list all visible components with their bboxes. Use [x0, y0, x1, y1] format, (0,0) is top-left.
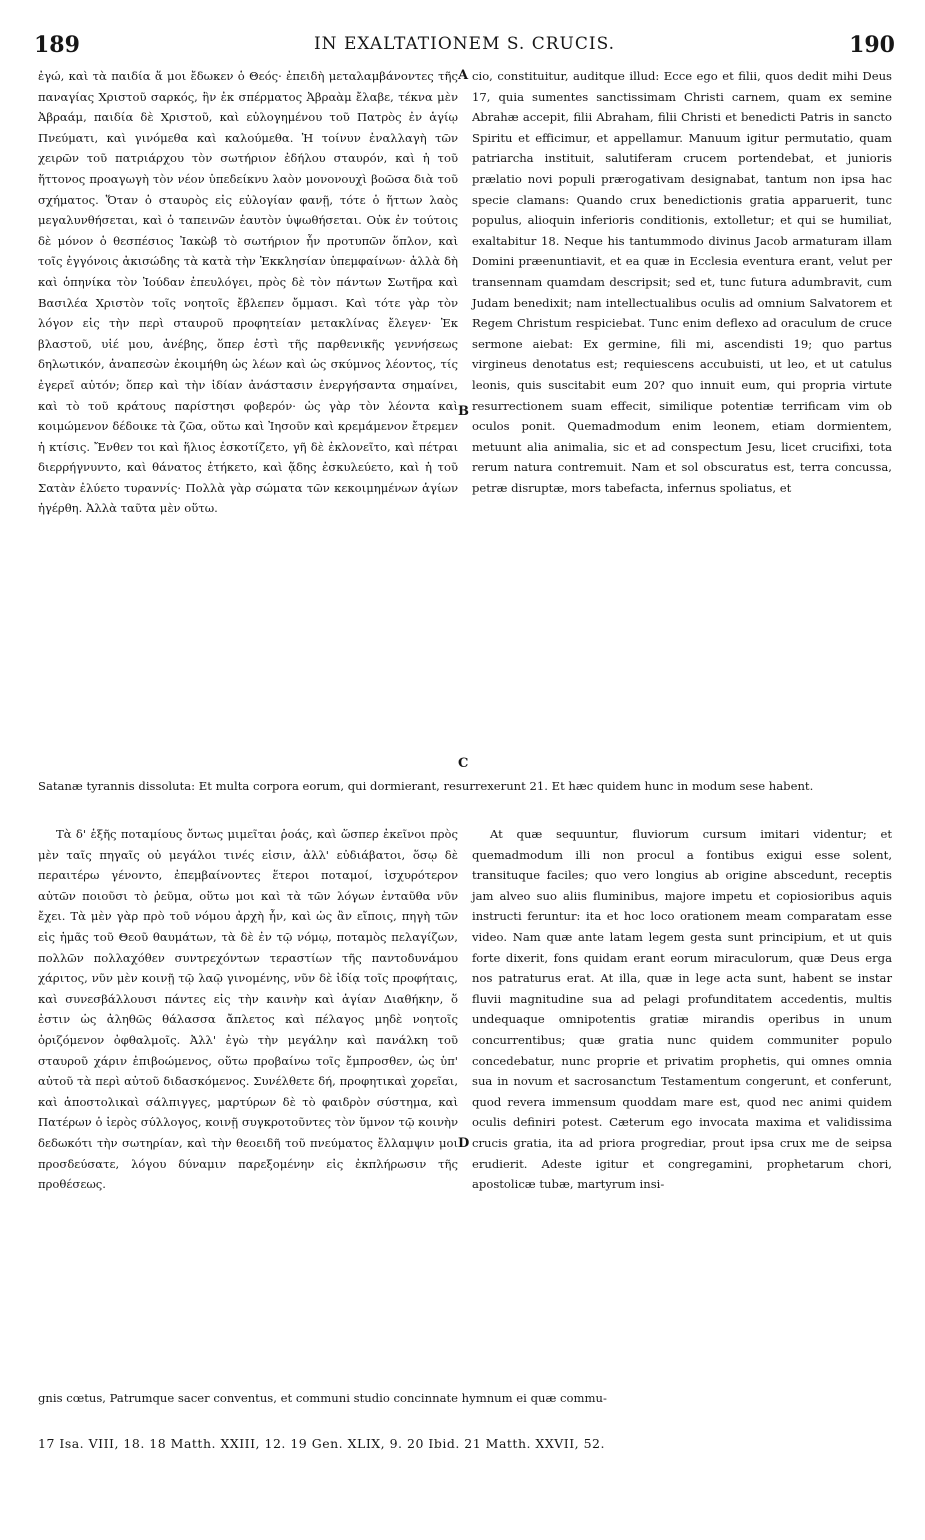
running-title: IN EXALTATIONEM S. CRUCIS. [313, 34, 616, 54]
footnotes: 17 Isa. VIII, 18. 18 Matth. XXIII, 12. 19 Gen. XLIX, 9. 20 Ibid. 21 Matth. XXVII, 52. [38, 1436, 605, 1451]
page-number-right: 190 [849, 32, 895, 58]
greek-paragraph: ἐγώ, καὶ τὰ παιδία ἅ μοι ἔδωκεν ὁ Θεός· ἐπειδὴ μεταλαμβάνοντες τῆς παναγίας Χριστοῦ σαρκός, ἣν ἐκ σπέρματος Ἀβραὰμ ἔλαβε, τέκνα μὲν Ἀβραάμ, παιδία δὲ Χριστοῦ, καὶ εὐλογημένου τοῦ Πατρὸς ἐν ἁγίῳ Πνεύματι, καὶ γινόμεθα καὶ καλούμεθα. Ἡ τοίνυν ἐναλλαγὴ τῶν χειρῶν τοῦ πατριάρχου τὸν σωτήριον ἐδήλου σταυρόν, καὶ ἡ τοῦ ἥττονος προαγωγὴ τὸν νέον ὑπεδείκνυ λαὸν μονονουχὶ βοῶσα διὰ τοῦ σχήματος. Ὅταν ὁ σταυρὸς εἰς εὐλογίαν φανῇ, τότε ὁ ἥττων λαὸς μεγαλυνθήσεται, καὶ ὁ ταπεινῶν ἑαυτὸν ὑψωθήσεται. Οὐκ ἐν τούτοις δὲ μόνον ὁ θεσπέσιος Ἰακὼβ τὸ σωτήριον ἦν προτυπῶν ὅπλον, καὶ τοῖς ἐγγόνοις ἀκισώδης τὰ κατὰ τὴν Ἐκκλησίαν ὑπεμφαίνων· ἀλλὰ δὴ καὶ ὁπηνίκα τὸν Ἰούδαν ἐπευλόγει, πρὸς δὲ τὸν πάντων Σωτῆρα καὶ Βασιλέα Χριστὸν τοῖς νοητοῖς ἔβλεπεν ὄμμασι. Καὶ τότε γὰρ τὸν λόγον εἰς τὴν περὶ σταυροῦ προφητείαν μετακλίνας ἔλεγεν· Ἐκ βλαστοῦ, υἱέ μου, ἀνέβης, ὅπερ ἐστὶ τῆς παρθενικῆς γεννήσεως δηλωτικόν, ἀναπεσὼν ἐκοιμήθη ὡς λέων καὶ ὡς σκύμνος λέοντος, τίς ἐγερεῖ αὐτόν; ὅπερ καὶ τὴν ἰδίαν ἀνάστασιν ἐνεργήσαντα σημαίνει, καὶ τὸ τοῦ κράτους παρίστησι φοβερόν· ὡς γὰρ τὸν λέοντα καὶ κοιμώμενον δέδοικε τὰ ζῶα, οὕτω καὶ Ἰησοῦν καὶ κρεμάμενον ἔτρεμεν ἡ κτίσις. Ἔνθεν τοι καὶ ἥλιος ἐσκοτίζετο, γῆ δὲ ἐκλονεῖτο, καὶ πέτραι διερρήγνυντο, καὶ θάνατος ἐτήκετο, καὶ ᾅδης ἐσκυλεύετο, καὶ ἡ τοῦ Σατὰν ἐλύετο τυραννίς· Πολλὰ γὰρ σώματα τῶν κεκοιμημένων ἁγίων ἠγέρθη. Ἀλλὰ ταῦτα μὲν οὕτω. [38, 69, 458, 516]
margin-letter-d: D [458, 1136, 470, 1151]
latin-paragraph: cio, constituitur, auditque illud: Ecce ego et filii, quos dedit mihi Deus 17, quia sumentes sanctissimam Christi carnem, quam ex semine Abrahæ accepit, filii Abraham, filii Christi et benedicti Patris in sancto Spiritu et efficimur, et appellamur. Manuum igitur permutatio, quam patriarcha instituit, salutiferam crucem portendebat, et junioris prælatio novi populi prærogativam designabat, tantum non ipsa hac specie clamans: Quando crux benedictionis gratia apparuerit, tunc populus, alioquin inferioris conditionis, extolletur; et qui se humiliat, exaltabitur 18. Neque his tantummodo divinus Jacob armaturam illam Domini præenuntiavit, et ea quæ in Ecclesia eventura erant, velut per transennam quamdam descripsit; sed et, tunc futura adumbravit, cum Judam benedixit; nam intellectualibus oculis ad omnium Salvatorem et Regem Christum respiciebat. Tunc enim deflexo ad oraculum de cruce sermone aiebat: Ex germine, fili mi, ascendisti 19; quo partus virgineus denotatus est; requiescens accubuisti, ut leo, et ut catulus leonis, quis suscitabit eum 20? quo innuit eum, qui propria virtute resurrectionem suam effecit, similique potentiæ terrificam vim ob oculos ponit. Quemadmodum enim leonem, etiam dormientem, metuunt alia animalia, sic et ad conspectum Jesu, licet crucifixi, tota rerum natura contremuit. Nam et sol obscuratus est, terra concussa, petræ disruptæ, mors tabefacta, infernus spoliatus, et [472, 69, 892, 495]
full-width-line-upper [38, 776, 892, 797]
latin-paragraph: At quæ sequuntur, fluviorum cursum imitari videntur; et quemadmodum illi non procul a fontibus exigui esse solent, transituque faciles; quo vero longius ab origine abscedunt, receptis jam alveo suo aliis fluminibus, majore impetu et copiosioribus aquis instructi feruntur: ita et hoc loco orationem meam comparatam esse video. Nam quæ ante latam legem gesta sunt principium, et ut quis forte dixerit, fons quidam erant eorum miraculorum, quæ Deus erga nos patraturus erat. At illa, quæ in lege acta sunt, habent se instar fluvii magnitudine sua ad pelagi profunditatem accedentis, multis undequaque omnipotentis gratiæ mirandis operibus in unum concurrentibus; quæ gratia nunc quidem communiter populo concedebatur, nunc proprie et privatim prophetis, qui omnes omnia sua in novum et sacrosanctum Testamentum congerunt, et conferunt, quod revera immensum quoddam mare est, quod nec animi quidem oculis definiri potest. Cæterum ego invocata maxima et validissima crucis gratia, ita ad priora progrediar, prout ipsa crux me de seipsa erudierit. Adeste igitur et congregamini, prophetarum chori, apostolicæ tubæ, martyrum insi- [472, 827, 892, 1192]
full-width-text: Satanæ tyrannis dissoluta: Et multa corpora eorum, qui dormierant, resurrexerunt 21. Et hæc quidem hunc in modum sese habent. [38, 779, 814, 793]
greek-paragraph: Τὰ δ' ἑξῆς ποταμίους ὄντως μιμεῖται ῥοάς, καὶ ὥσπερ ἐκεῖνοι πρὸς μὲν ταῖς πηγαῖς οὐ μεγάλοι τινές εἰσιν, ἀλλ' εὐδιάβατοι, ὅσῳ δὲ περαιτέρω γένοντο, ἐπεμβαίνοντες ἕτεροι ποταμοί, ἰσχυρότερον αὐτῶν ποιοῦσι τὸ ῥεῦμα, οὕτω μοι καὶ τὰ τῶν λόγων ἐνταῦθα νῦν ἔχει. Τὰ μὲν γὰρ πρὸ τοῦ νόμου ἀρχὴ ἦν, καὶ ὡς ἂν εἴποις, πηγὴ τῶν εἰς ἡμᾶς τοῦ Θεοῦ θαυμάτων, τὰ δὲ ἐν τῷ νόμῳ, ποταμὸς πελαγίζων, πολλῶν πολλαχόθεν συντρεχόντων τεραστίων τῆς παντοδυνάμου χάριτος, νῦν μὲν κοινῇ τῷ λαῷ γινομένης, νῦν δὲ ἰδίᾳ τοῖς προφήταις, καὶ συνεσβάλλουσι πάντες εἰς τὴν καινὴν καὶ ἁγίαν Διαθήκην, ὅ ἐστιν ὡς ἀληθῶς θάλασσα ἄπλετος καὶ πέλαγος μηδὲ νοητοῖς ὁριζόμενον ὀφθαλμοῖς. Ἀλλ' ἐγὼ τὴν μεγάλην καὶ πανάλκη τοῦ σταυροῦ χάριν ἐπιβοώμενος, οὕτω προβαίνω τοῖς ἔμπροσθεν, ὡς ὑπ' αὐτοῦ τὰ περὶ αὐτοῦ διδασκόμενος. Συνέλθετε δή, προφητικαὶ χορεῖαι, καὶ ἀποστολικαὶ σάλπιγγες, μαρτύρων δὲ τὸ φαιδρὸν σύστημα, καὶ Πατέρων ὁ ἱερὸς σύλλογος, κοινῇ συγκροτοῦντες τὸν ὕμνον τῷ κοινὴν δεδωκότι τὴν σωτηρίαν, καὶ τὴν θεοειδῆ τοῦ πνεύματος ἔλλαμψιν μοι προσδεύσατε, λόγου δύναμιν παρεξομένην εἰς ἐκπλήρωσιν τῆς προθέσεως. [38, 827, 458, 1192]
margin-letter-b: B [458, 404, 469, 419]
running-header [34, 32, 895, 60]
latin-column-upper [472, 66, 892, 498]
margin-letter-a: A [458, 68, 469, 83]
latin-column-lower [472, 824, 892, 1195]
page-number-left: 189 [34, 32, 80, 58]
margin-letter-c: C [458, 756, 469, 771]
greek-column-lower [38, 824, 458, 1195]
greek-column-upper [38, 66, 458, 519]
full-width-line-lower [38, 1388, 892, 1409]
full-width-text: gnis cœtus, Patrumque sacer conventus, et communi studio concinnate hymnum ei quæ commu- [38, 1391, 607, 1405]
